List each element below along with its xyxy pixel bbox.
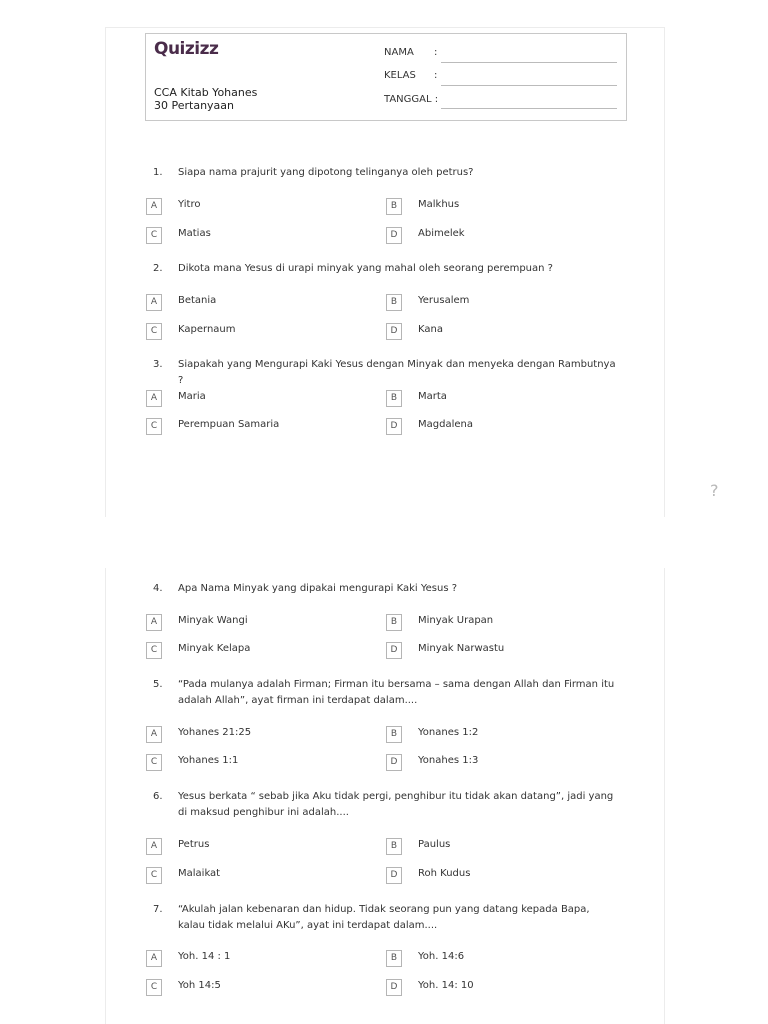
option-text: Perempuan Samaria	[178, 419, 280, 430]
option-letter: C	[146, 867, 162, 884]
option-letter: D	[386, 418, 402, 435]
option-letter: A	[146, 198, 162, 215]
option-text: Yitro	[178, 199, 201, 210]
question-number: 2.	[153, 263, 163, 274]
option-letter: A	[146, 726, 162, 743]
option-text: Minyak Narwastu	[418, 643, 505, 654]
option-letter: C	[146, 979, 162, 996]
page-gap	[0, 517, 768, 568]
option-text: Yoh. 14:6	[418, 951, 465, 962]
option-text: Yonanes 1:2	[418, 727, 479, 738]
option-text: Yoh. 14: 10	[418, 980, 474, 991]
question-text: “Akulah jalan kebenaran dan hidup. Tidak seorang pun yang datang kepada Bapa, kalau tidak melalui AKu”, ayat ini terdapat dalam....	[178, 904, 590, 931]
quizizz-logo: Quizizz	[154, 39, 219, 59]
worksheet-page-2	[105, 568, 665, 1024]
question-text: “Pada mulanya adalah Firman; Firman itu bersama – sama dengan Allah dan Firman itu adalah Allah”, ayat firman ini terdapat dalam....	[178, 679, 615, 706]
option-letter: D	[386, 754, 402, 771]
option-text: Yerusalem	[418, 295, 470, 306]
quiz-title-block	[154, 86, 257, 112]
option-text: Yohanes 1:1	[178, 755, 239, 766]
class-sep: :	[434, 70, 438, 81]
question-number: 5.	[153, 679, 163, 690]
option-letter: B	[386, 726, 402, 743]
option-text: Marta	[418, 391, 447, 402]
option-text: Matias	[178, 228, 211, 239]
option-letter: A	[146, 294, 162, 311]
question-number: 6.	[153, 791, 163, 802]
class-line	[441, 85, 617, 86]
option-letter: A	[146, 390, 162, 407]
option-text: Petrus	[178, 839, 210, 850]
option-text: Yonahes 1:3	[418, 755, 479, 766]
option-letter: C	[146, 418, 162, 435]
option-letter: A	[146, 950, 162, 967]
option-text: Yohanes 21:25	[178, 727, 252, 738]
option-letter: B	[386, 614, 402, 631]
option-letter: D	[386, 867, 402, 884]
class-label: KELAS	[384, 70, 416, 81]
question-number: 3.	[153, 359, 163, 370]
option-letter: B	[386, 294, 402, 311]
name-label: NAMA	[384, 47, 414, 58]
option-letter: D	[386, 979, 402, 996]
question-text: Apa Nama Minyak yang dipakai mengurapi Kaki Yesus ?	[178, 583, 458, 594]
option-text: Minyak Wangi	[178, 615, 248, 626]
option-text: Malkhus	[418, 199, 460, 210]
option-text: Minyak Urapan	[418, 615, 494, 626]
question-number: 7.	[153, 904, 163, 915]
name-sep: :	[434, 47, 438, 58]
option-letter: C	[146, 754, 162, 771]
option-letter: B	[386, 198, 402, 215]
option-text: Kapernaum	[178, 324, 236, 335]
worksheet-page-1	[105, 27, 665, 518]
option-text: Yoh 14:5	[178, 980, 221, 991]
option-text: Yoh. 14 : 1	[178, 951, 231, 962]
option-text: Magdalena	[418, 419, 473, 430]
option-letter: D	[386, 323, 402, 340]
question-count: 30 Pertanyaan	[154, 99, 235, 112]
question-text: Siapa nama prajurit yang dipotong telinganya oleh petrus?	[178, 167, 474, 178]
option-letter: C	[146, 323, 162, 340]
option-text: Paulus	[418, 839, 451, 850]
option-text: Roh Kudus	[418, 868, 471, 879]
option-text: Abimelek	[418, 228, 465, 239]
question-number: 4.	[153, 583, 163, 594]
help-question-icon[interactable]: ?	[710, 481, 719, 500]
option-text: Maria	[178, 391, 206, 402]
option-text: Minyak Kelapa	[178, 643, 251, 654]
option-letter: A	[146, 838, 162, 855]
option-letter: B	[386, 390, 402, 407]
option-letter: D	[386, 227, 402, 244]
date-label: TANGGAL :	[384, 94, 439, 105]
option-letter: B	[386, 950, 402, 967]
name-line	[441, 62, 617, 63]
option-text: Kana	[418, 324, 443, 335]
question-text: Yesus berkata “ sebab jika Aku tidak pergi, penghibur itu tidak akan datang”, jadi yang di maksud penghibur ini adalah....	[178, 791, 614, 818]
option-letter: A	[146, 614, 162, 631]
question-text: Dikota mana Yesus di urapi minyak yang mahal oleh seorang perempuan ?	[178, 263, 553, 274]
question-number: 1.	[153, 167, 163, 178]
quiz-title: CCA Kitab Yohanes	[154, 86, 258, 99]
date-line	[441, 108, 617, 109]
option-letter: C	[146, 642, 162, 659]
worksheet-header	[145, 33, 627, 121]
option-letter: C	[146, 227, 162, 244]
option-letter: B	[386, 838, 402, 855]
option-text: Betania	[178, 295, 217, 306]
option-letter: D	[386, 642, 402, 659]
question-text: Siapakah yang Mengurapi Kaki Yesus dengan Minyak dan menyeka dengan Rambutnya ?	[178, 359, 616, 386]
option-text: Malaikat	[178, 868, 221, 879]
